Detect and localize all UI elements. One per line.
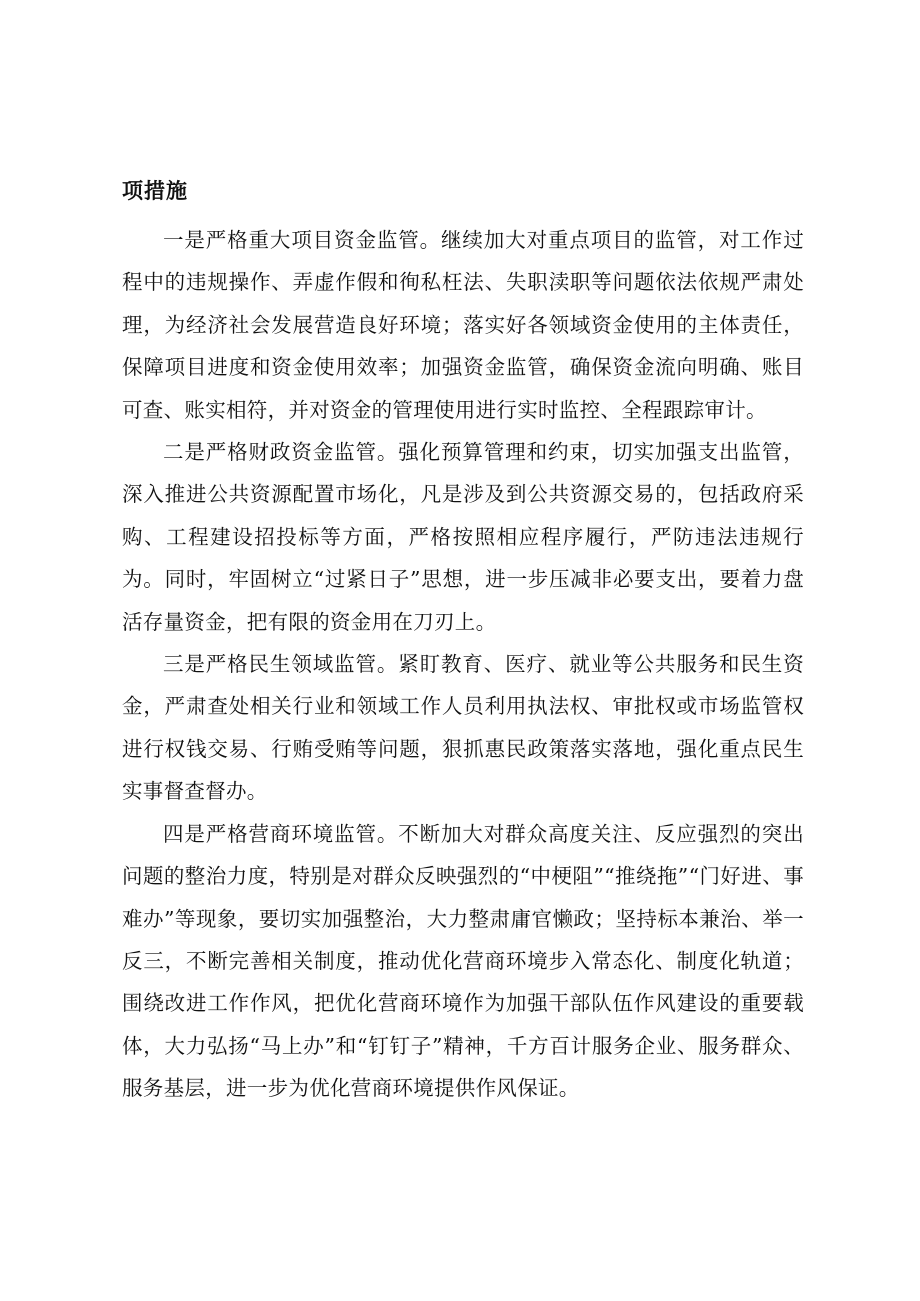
paragraph-major-project-funds: 一是严格重大项目资金监管。继续加大对重点项目的监管，对工作过程中的违规操作、弄虚作假和徇私枉法、失职渎职等问题依法依规严肃处理，为经济社会发展营造良好环境；落实好各领域资金使用的主体责任，保障项目进度和资金使用效率；加强资金监管，确保资金流向明确、账目可查、账实相符，并对资金的管理使用进行实时监控、全程跟踪审计。 [122, 228, 804, 422]
paragraph-livelihood-supervision: 三是严格民生领域监管。紧盯教育、医疗、就业等公共服务和民生资金，严肃查处相关行业和领域工作人员利用执法权、审批权或市场监管权进行权钱交易、行贿受贿等问题，狠抓惠民政策落实落地，强化重点民生实事督查督办。 [122, 652, 804, 804]
paragraph-fiscal-funds: 二是严格财政资金监管。强化预算管理和约束，切实加强支出监管，深入推进公共资源配置市场化，凡是涉及到公共资源交易的，包括政府采购、工程建设招投标等方面，严格按照相应程序履行，严防违法违规行为。同时，牢固树立“过紧日子”思想，进一步压减非必要支出，要着力盘活存量资金，把有限的资金用在刀刃上。 [122, 440, 804, 634]
paragraph-business-environment: 四是严格营商环境监管。不断加大对群众高度关注、反应强烈的突出问题的整治力度，特别是对群众反映强烈的“中梗阻”“推绕拖”“门好进、事难办”等现象，要切实加强整治，大力整肃庸官懒政；坚持标本兼治、举一反三，不断完善相关制度，推动优化营商环境步入常态化、制度化轨道；围绕改进工作作风，把优化营商环境作为加强干部队伍作风建设的重要载体，大力弘扬“马上办”和“钉钉子”精神，千方百计服务企业、服务群众、服务基层，进一步为优化营商环境提供作风保证。 [122, 821, 804, 1101]
section-heading: 项措施 [122, 178, 188, 203]
document-body [122, 219, 804, 1110]
